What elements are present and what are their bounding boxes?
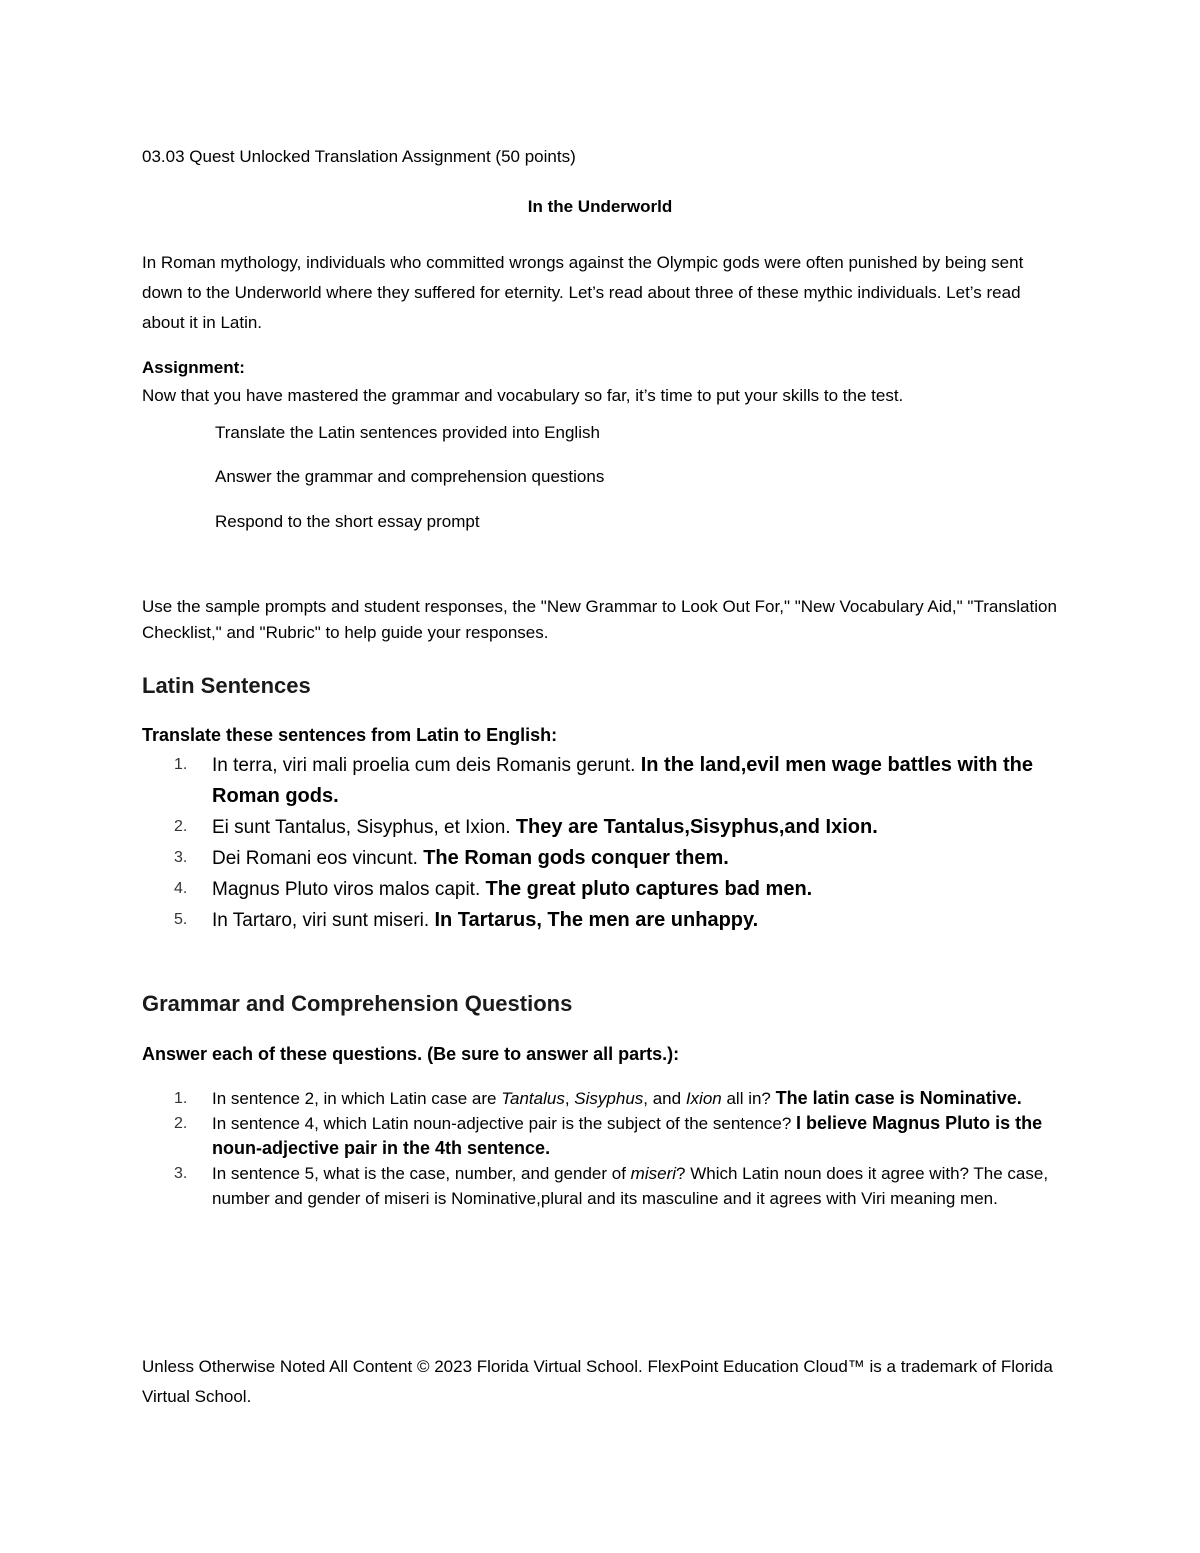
translation-answer: The great pluto captures bad men. (485, 878, 813, 900)
list-number: 4. (174, 880, 188, 897)
sentence-item (142, 812, 1067, 843)
list-number: 1. (174, 756, 188, 773)
list-number: 5. (174, 911, 188, 928)
question-text: In sentence 5, what is the case, number, and gender of (212, 1164, 631, 1183)
question-text: In sentence 4, which Latin noun-adjective pair is the subject of the sentence? (212, 1114, 797, 1133)
question-answer: The case, number and gender of miseri is Nominative,plural and its masculine and it agrees with Viri meaning men. (212, 1164, 1049, 1208)
task-item: Respond to the short essay prompt (215, 512, 480, 531)
question-item (142, 1161, 1067, 1211)
translation-answer: The Roman gods conquer them. (423, 847, 729, 869)
sentence-item (142, 843, 1067, 874)
document-title: 03.03 Quest Unlocked Translation Assignment (50 points) (142, 147, 576, 166)
latin-sentence: Dei Romani eos vincunt. (212, 848, 418, 869)
translation-answer: In Tartarus, The men are unhappy. (434, 909, 759, 931)
question-term: Sisyphus (574, 1089, 644, 1108)
sentence-item (142, 750, 1067, 812)
task-item: Translate the Latin sentences provided into English (215, 423, 600, 442)
latin-sentences-heading: Latin Sentences (142, 673, 311, 698)
translation-answer: In the land,evil men wage battles with the Roman gods. (212, 754, 1034, 807)
guide-paragraph: Use the sample prompts and student responses, the "New Grammar to Look Out For," "New Vocabulary Aid," "Translation Checklist," and "Rubric" to help guide your responses. (142, 597, 1057, 642)
list-number: 2. (174, 1115, 188, 1132)
sentence-item (142, 905, 1067, 936)
question-term: Tantalus (501, 1089, 565, 1108)
translation-answer: They are Tantalus,Sisyphus,and Ixion. (515, 816, 878, 838)
grammar-instruction: Answer each of these questions. (Be sure to answer all parts.): (142, 1044, 680, 1064)
question-text: In sentence 2, in which Latin case are (212, 1089, 502, 1108)
intro-paragraph: In Roman mythology, individuals who committed wrongs against the Olympic gods were often punished by being sent down to the Underworld where they suffered for eternity. Let’s read about three of these mythic individuals. Let’s read about it in Latin. (142, 253, 1024, 332)
question-term: miseri (630, 1164, 677, 1183)
sentence-item (142, 874, 1067, 905)
list-number: 3. (174, 1165, 188, 1182)
question-text: , (564, 1089, 575, 1108)
question-term: Ixion (685, 1089, 722, 1108)
document-subtitle: In the Underworld (527, 197, 673, 216)
question-answer: The latin case is Nominative. (775, 1088, 1022, 1108)
question-text: ? Which Latin noun does it agree with? (676, 1164, 974, 1183)
question-text: , and (643, 1089, 686, 1108)
copyright-footer: Unless Otherwise Noted All Content © 2023 Florida Virtual School. FlexPoint Education Cloud™ is a trademark of Florida Virtual School. (142, 1357, 1053, 1406)
latin-sentence: Ei sunt Tantalus, Sisyphus, et Ixion. (212, 817, 511, 838)
question-item (142, 1086, 1067, 1111)
latin-sentence: In Tartaro, viri sunt miseri. (212, 910, 430, 931)
list-number: 3. (174, 849, 188, 866)
latin-sentence: Magnus Pluto viros malos capit. (212, 879, 481, 900)
question-list (142, 1086, 1067, 1211)
latin-instruction: Translate these sentences from Latin to English: (142, 725, 558, 745)
question-answer: I believe Magnus Pluto is the noun-adjective pair in the 4th sentence. (212, 1113, 1043, 1158)
sentence-list (142, 750, 1067, 936)
assignment-heading: Assignment: (142, 358, 245, 377)
question-text: all in? (721, 1089, 776, 1108)
assignment-text: Now that you have mastered the grammar and vocabulary so far, it’s time to put your skills to the test. (142, 386, 904, 405)
list-number: 1. (174, 1090, 188, 1107)
task-item: Answer the grammar and comprehension questions (215, 467, 605, 486)
grammar-questions-heading: Grammar and Comprehension Questions (142, 991, 573, 1016)
latin-sentence: In terra, viri mali proelia cum deis Romanis gerunt. (212, 755, 636, 776)
list-number: 2. (174, 818, 188, 835)
question-item (142, 1111, 1067, 1161)
